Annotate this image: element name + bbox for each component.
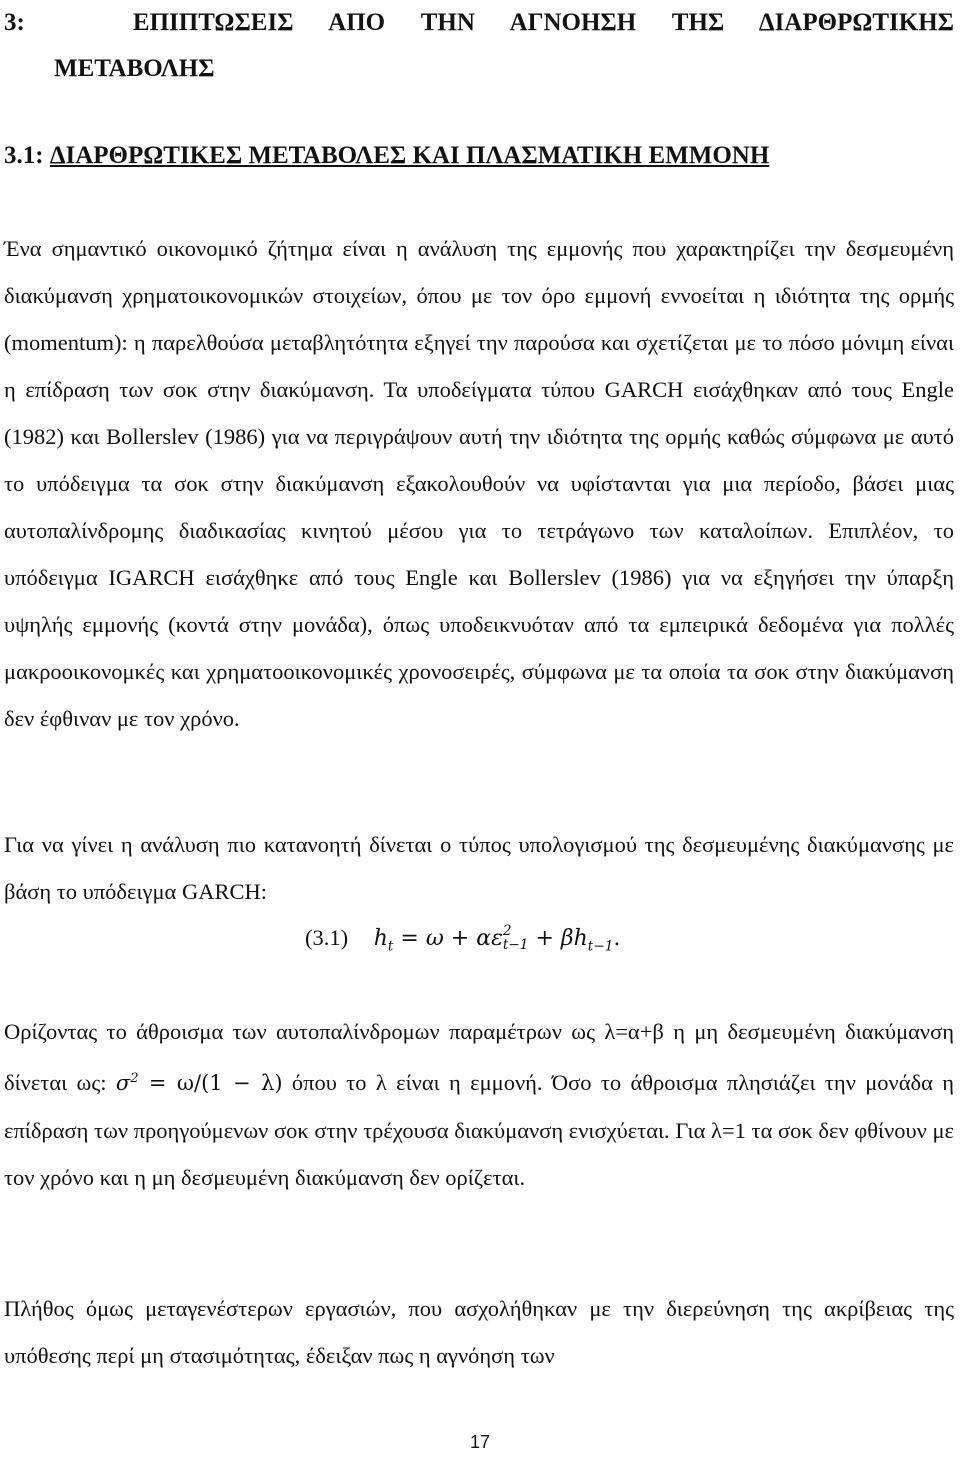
- equation-3-1: [305, 916, 620, 968]
- paragraph-subsequent-studies: Πλήθος όμως μεταγενέστερων εργασιών, που ασχολήθηκαν με την διερεύνηση της ακρίβειας της υπόθεσης περί μη στασιμότητας, έδειξαν πως η αγνόηση των: [4, 1296, 954, 1368]
- subsection-number: 3.1:: [4, 142, 44, 169]
- equation-label: (3.1): [305, 925, 349, 950]
- eq-plus-2: +: [535, 926, 554, 951]
- eq-plus-1: +: [450, 926, 470, 951]
- eq-eps-sup: 2: [502, 923, 512, 940]
- subsection-heading: [4, 133, 954, 179]
- eq-h-sub: t−1: [587, 938, 614, 955]
- unconditional-variance-formula: [116, 1071, 283, 1095]
- section-number: 3:: [4, 9, 25, 36]
- eq-end: .: [613, 926, 621, 951]
- paragraph3-part1: Ορίζοντας το άθροισμα των αυτοπαλίνδρομων παραμέτρων ως λ=α+β η μη δεσμευμένη διακύμανση δίνεται ως:: [4, 1019, 954, 1095]
- eq-alpha-epsilon: αε: [476, 926, 503, 951]
- eq-lhs-sub: t: [387, 938, 394, 955]
- eq-beta-h: βh: [560, 926, 588, 951]
- paragraph-persistence-sum: [4, 1008, 954, 1201]
- paragraph-garch-intro: Για να γίνει η ανάλυση πιο κατανοητή δίνεται ο τύπος υπολογισμού της δεσμευμένης διακύμανσης με βάση το υπόδειγμα GARCH:: [4, 832, 954, 904]
- eq-omega: ω: [425, 926, 444, 951]
- paragraph-persistence: Ένα σημαντικό οικονομικό ζήτημα είναι η ανάλυση της εμμονής που χαρακτηρίζει την δεσμευμένη διακύμανση χρηματοικονομικών στοιχείων, όπου με τον όρο εμμονή εννοείται η ιδιότητα της ορμής (momentum): η παρελθούσα μεταβλητότητα εξηγεί την παρούσα και σχετίζεται με το πόσο μόνιμη είναι η επίδραση των σοκ στην διακύμανση. Τα υποδείγματα τύπου GARCH εισάχθηκαν από τους Engle (1982) και Bollerslev (1986) για να περιγράψουν αυτή την ιδιότητα της ορμής καθώς σύμφωνα με αυτό το υπόδειγμα τα σοκ στην διακύμανση εξακολουθούν να υφίστανται για μια περίοδο, βάσει μιας αυτοπαλίνδρομης διαδικασίας κινητού μέσου για το τετράγωνο των καταλοίπων. Επιπλέον, το υπόδειγμα IGARCH εισάχθηκε από τους Engle και Bollerslev (1986) για να εξηγήσει την ύπαρξη υψηλής εμμονής (κοντά στην μονάδα), όπως υποδεικνυόταν από τα εμπειρικά δεδομένα για πολλές μακροοικονομκές και χρηματοοικονομικές χρονοσειρές, σύμφωνα με τα οποία τα σοκ στην διακύμανση δεν έφθιναν με τον χρόνο.: [4, 236, 954, 731]
- eq-eps-sub: t−1: [502, 937, 529, 953]
- eq-equals: =: [400, 926, 419, 951]
- sigma-sup: 2: [130, 1071, 139, 1086]
- subsection-title: ΔΙΑΡΘΡΩΤΙΚΕΣ ΜΕΤΑΒΟΛΕΣ ΚΑΙ ΠΛΑΣΜΑΤΙΚΗ ΕΜΜΟΝΗ: [49, 142, 770, 169]
- formula-rest: = ω/(1 − λ): [148, 1071, 283, 1095]
- section-title-line2: ΜΕΤΑΒΟΛΗΣ: [54, 55, 215, 82]
- paragraph3-part2: όπου το λ είναι η εμμονή. Όσο το άθροισμα πλησιάζει την μονάδα η επίδραση των προηγούμενων σοκ στην τρέχουσα διακύμανση ενισχύεται. Για λ=1 τα σοκ δεν φθίνουν με τον χρόνο και η μη δεσμευμένη διακύμανση δεν ορίζεται.: [4, 1070, 954, 1190]
- equation-formula: [373, 923, 621, 955]
- page-number: 17: [469, 1432, 491, 1452]
- section-heading-line1: [4, 0, 954, 46]
- eq-lhs: h: [373, 926, 388, 951]
- sigma-symbol: σ: [115, 1071, 131, 1095]
- section-title-line1: ΕΠΙΠΤΩΣΕΙΣ ΑΠΟ ΤΗΝ ΑΓΝΟΗΣΗ ΤΗΣ ΔΙΑΡΘΡΩΤΙΚΗΣ: [132, 9, 955, 36]
- section-heading: [4, 0, 954, 92]
